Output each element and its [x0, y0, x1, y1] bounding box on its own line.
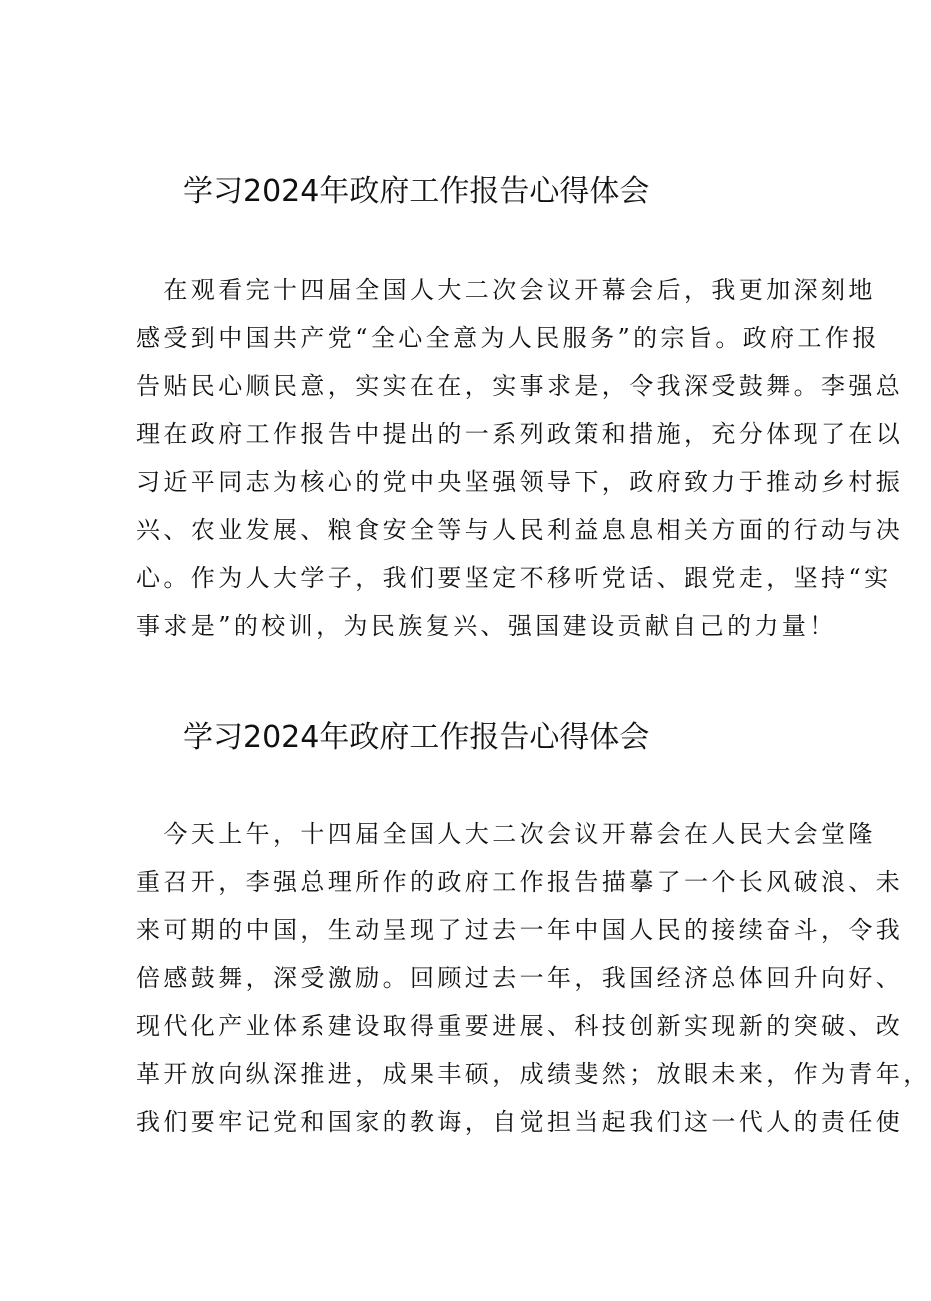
- paragraph-line: 事求是”的校训，为民族复兴、强国建设贡献自己的力量！: [136, 612, 837, 640]
- paragraph-line: 现代化产业体系建设取得重要进展、科技创新实现新的突破、改: [136, 1012, 904, 1040]
- paragraph-line: 心。作为人大学子，我们要坚定不移听党话、跟党走，坚持“实: [136, 564, 892, 592]
- paragraph-line: 倍感鼓舞，深受激励。回顾过去一年，我国经济总体回升向好、: [136, 964, 904, 992]
- paragraph-line: 革开放向纵深推进，成果丰硕，成绩斐然；放眼未来，作为青年，: [136, 1060, 931, 1088]
- paragraph-line: 来可期的中国，生动呈现了过去一年中国人民的接续奋斗，令我: [136, 916, 904, 944]
- paragraph-line: 习近平同志为核心的党中央坚强领导下，政府致力于推动乡村振: [136, 468, 904, 496]
- paragraph-line: 感受到中国共产党“全心全意为人民服务”的宗旨。政府工作报: [136, 324, 880, 352]
- paragraph-line: 今天上午，十四届全国人大二次会议开幕会在人民大会堂隆: [136, 820, 876, 848]
- paragraph-line: 兴、农业发展、粮食安全等与人民利益息息相关方面的行动与决: [136, 516, 904, 544]
- paragraph-line: 重召开，李强总理所作的政府工作报告描摹了一个长风破浪、未: [136, 868, 904, 896]
- section-1-title: 学习2024年政府工作报告心得体会: [183, 174, 650, 209]
- paragraph-line: 理在政府工作报告中提出的一系列政策和措施，充分体现了在以: [136, 420, 904, 448]
- paragraph-line: 告贴民心顺民意，实实在在，实事求是，令我深受鼓舞。李强总: [136, 372, 904, 400]
- paragraph-line: 我们要牢记党和国家的教诲，自觉担当起我们这一代人的责任使: [136, 1108, 904, 1136]
- section-2-title: 学习2024年政府工作报告心得体会: [183, 720, 650, 755]
- paragraph-line: 在观看完十四届全国人大二次会议开幕会后，我更加深刻地: [136, 276, 876, 304]
- section-2-paragraph: [136, 810, 931, 1146]
- section-1-paragraph: [136, 266, 904, 650]
